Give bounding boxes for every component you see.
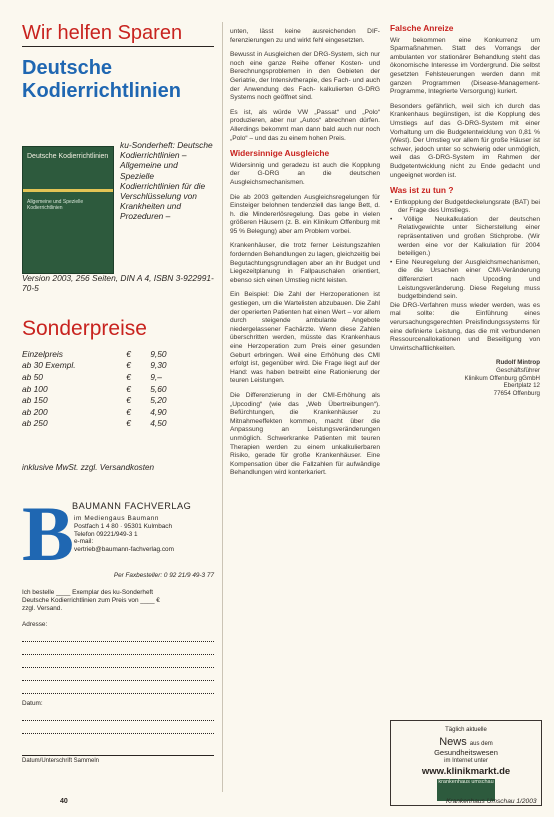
price-row [22,360,182,372]
section-heading: Widersinnige Ausgleiche [230,148,330,159]
publisher-addr-line: Postfach 1 4 80 · 95301 Kulmbach [74,522,173,530]
publisher-addr-line: Telefon 09221/949-3 1 [74,530,138,538]
ad-title-line1: Deutsche [22,57,113,79]
publisher-address [74,515,174,554]
author-name: Rudolf Mintrop [496,359,540,367]
article-paragraph: Die DRG-Verfahren muss wieder werden, was es mal sollte: die Einführung eines verursachungsgerechten Preisfindungssystems für eine definierte Leistung, das die mit verbundenen Ressourcenallokationen und Beseitigung von Unwirtschaftlichkeiten. [390,301,540,352]
signature-label: Datum/Unterschrift Sammeln [22,758,100,764]
price-cell: € [126,383,131,394]
price-cell: € [126,418,131,429]
book-version-info: Version 2003, 256 Seiten, DIN A 4, ISBN 3-922991-70-5 [22,273,214,294]
book-cover-title: Deutsche Kodierrichtlinien [27,153,109,160]
ad-line4: im Internet unter [444,758,488,764]
section-heading: Was ist zu tun ? [390,185,454,196]
publisher-sub: im Mediengaus Baumann [74,515,160,522]
publisher-addr-line: vertrieb@baumann-fachverlag.com [74,546,174,554]
price-row [22,394,182,406]
article-paragraph: Widersinnig und geradezu ist auch die Kopplung der G-DRG an die deutschen Ausgleichsmechanismen. [230,161,380,186]
order-form [22,589,214,734]
author-line: Klinikum Offenburg gGmbH [464,374,540,382]
address-field[interactable] [22,668,214,681]
bullet-text: Eine Neuregelung der Ausgleichsmechanismen, die die Ursachen einer CMI-Veränderung differenziert nach Upcoding und Leistungsveränderung. Diese Regelung muss budgetbindend sein. [395,258,541,301]
form-line: zzgl. Versand. [22,605,63,612]
ad-line3: Gesundheitswesen [434,748,498,757]
price-cell: € [126,348,131,359]
article-paragraph: unten, lässt keine ausreichenden DIF-ferenzierungen zu und wirkt fehl eingesetzten. [230,28,380,44]
date-field[interactable] [22,721,214,734]
article-paragraph: Die ab 2003 geltenden Ausgleichsregelungen für Einsteiger belohnen tendenziell das lange Bett, d. h. die Mindererlösregelung. Das gebe in vielen größeren Häusern (z. B. ein Klinikum Offenburg mit 95 % Belegung) aber am Problem vorbei. [230,193,380,235]
bullet-item: • Entkopplung der Budgetdeckelungsrate (BAT) bei der Frage des Umstiegs. [390,198,541,215]
book-description: ku-Sonderheft: Deutsche Kodierrichtlinien – Allgemeine und Spezielle Kodierrichtlinien für die Verschlüsselung von Krankheiten und Prozeduren – [120,140,213,222]
ad-news-box [390,720,542,806]
fax-order-line: Per Faxbesteller: 0 92 21/9 49-3 77 [113,572,214,579]
author-block [390,359,540,397]
price-cell: € [126,406,131,417]
price-cell: 5,60 [150,383,167,394]
signature-line [22,755,214,764]
address-field[interactable] [22,681,214,694]
author-line: Geschäftsführer [495,366,540,374]
price-cell: € [126,360,131,371]
price-cell: € [126,371,131,382]
author-line: 77654 Offenburg [493,389,540,397]
ad-news-suffix: aus dem [469,741,493,747]
vat-note: inklusive MwSt. zzgl. Versandkosten [22,463,155,472]
price-cell: ab 200 [22,406,48,417]
form-date-label: Datum: [22,700,43,707]
article-paragraph: Es ist, als würde VW „Passat“ und „Polo“ produzieren, aber nur „Autos“ abrechnen dürfen. Allerdings bekommt man dann bald auch nur noch „Polo“ – und das zu einem hohen Preis. [230,108,380,142]
price-table [22,348,182,429]
ad-url-link[interactable]: www.klinikmarkt.de [421,766,511,777]
price-cell: 9,– [150,371,162,382]
price-cell: ab 150 [22,395,48,406]
date-field[interactable] [22,708,214,721]
publisher-name: BAUMANN FACHVERLAG [72,501,192,511]
price-row [22,406,182,418]
magazine-name: Krankenhaus Umschau 1/2003 [446,798,537,805]
form-line: Ich bestelle ____ Exemplar des ku-Sonderheft [22,589,154,596]
article-paragraph: Wir bekommen eine Konkurrenz um Sparmaßnahmen. Statt des Vorrangs der ambulanten vor stationärer Behandlung steht das ökonomische Interesse im Vordergrund. Die selbst gesetzten Fehlsteuerungen werden dann mit ganzen Programmen (Disease-Management-Programme, Integrierte Versorgung) kuriert. [390,36,540,96]
price-cell: 5,20 [150,395,167,406]
price-cell: 9,30 [150,360,167,371]
book-cover-image [22,146,114,274]
address-field[interactable] [22,629,214,642]
ad-headline: Wir helfen Sparen [22,22,183,44]
ad-line1: Täglich aktuelle [445,727,487,733]
price-cell: 4,50 [150,418,167,429]
address-field[interactable] [22,655,214,668]
bullet-item: • Eine Neuregelung der Ausgleichsmechanismen, die die Ursachen einer CMI-Veränderung differenziert nach Upcoding und Leistungsveränderung. Diese Regelung muss budgetbindend sein. [390,258,541,301]
publisher-logo: B [22,490,75,577]
article-paragraph: Ein Beispiel: Die Zahl der Herzoperationen ist gestiegen, um die Wartelisten abzubauen. Die Zahl der operierten Patienten hat einen Wert – vor allem durch steigende ambulante Angebote niedergelassener Fachärzte. Wenn diese Zahlen überschritten werden, müsste das Krankenhaus eine Herzoperation zum Preis einer gesunden Geburt erbringen. Weil eine Erhöhung des CMI erfolgt ist, gegenüber wird. Die Frage liegt auf der Hand: was haben betreibt eine Rationierung der teuren Leistungen. [230,291,380,385]
article-paragraph: Die Differenzierung in der CMI-Erhöhung als „Upcoding“ (wie das „Web Übertreibungen“). Befürchtungen, die Krankenhäuser zu Mitnahmeeffekten kommen, macht über die Anpassung an Leistungsveränderungen unmöglich. Schwerkranke Patienten mit teuren Therapien werden zu einem unkalkulierbaren Risiko, gerade für große Krankenhäuser. Eine Kompensation über die Fallzahlen für aufwändige Behandlungen wird konterkariert. [230,391,380,477]
bullet-text: Völlige Neukalkulation der deutschen Relativgewichte unter Sicherstellung einer repräsentativen und großen Stichprobe. (Wir werden eine vor der Kalkulation für 2004 beteiligen.) [398,215,540,258]
price-row [22,348,182,360]
ad-left [22,22,214,103]
price-cell: ab 50 [22,371,43,382]
article-column-middle [230,28,380,484]
price-row [22,383,182,395]
publisher-addr-line: e-mail: [74,538,94,546]
prices-title: Sonderpreise [22,317,147,340]
form-line: Deutsche Kodierrichtlinien zum Preis von ____ € [22,597,160,604]
price-cell: ab 100 [22,383,48,394]
price-cell: Einzelpreis [22,348,63,359]
price-cell: 9,50 [150,348,167,359]
article-paragraph: Krankenhäuser, die trotz ferner Leistungszahlen fordernden Behandlungen zu lagen, gleichzeitig bei Begutachtungsgrundlagen aber an ihr Budget und Liegezeitplanung in Fallpauschalen orientiert, ebenso sich einen Umstieg nicht leisten. [230,242,380,284]
article-paragraph: Bewusst in Ausgleichen der DRG-System, sich nur noch eine ganze Reihe offener Kosten- und Berechnungsproblemen in den Gebieten der Geriatrie, der Intensivtherapie, des Fach- und auch der Anwendung des Fach- kalkulierten G-DRG Systems noch geöffnet sind. [230,51,380,102]
page-number: 40 [60,798,68,805]
headline-rule [22,46,214,47]
article-paragraph: Besonders gefährlich, weil sich ich durch das Krankenhaus begünstigen, ist die Kopplung des Umstiegs auf das G-DRG-System mit einer Vorhaltung um die Budgetentwicklung von 0,81 % (West). Der Umstieg vor allem für große Häuser ist schwer, jedoch unter so schwierig oder unmöglich, weil das G-DRG-System im Rahmen der Budgetentwicklung nicht zu Ende gedacht und ungeeignet worden ist. [390,102,540,179]
magazine-logo-text: krankenhaus umschau [438,779,494,785]
price-cell: ab 250 [22,418,48,429]
article-column-right [390,24,540,397]
price-row [22,418,182,430]
column-divider [222,22,223,792]
form-address-label: Adresse: [22,621,48,628]
price-cell: € [126,395,131,406]
ad-news-word: News [439,736,467,748]
signature-rule [22,755,214,756]
bullet-text: Entkopplung der Budgetdeckelungsrate (BAT) bei der Frage des Umstiegs. [394,198,541,215]
price-cell: 4,90 [150,406,167,417]
book-cover-subtitle: Allgemeine und Spezielle Kodierrichtlinien [27,199,84,211]
price-cell: ab 30 Exempl. [22,360,76,371]
section-heading: Falsche Anreize [390,23,454,33]
author-line: Ebertplatz 12 [503,382,540,390]
ad-title-line2: Kodierrichtlinien [22,80,181,102]
bullet-item: • Völlige Neukalkulation der deutschen Relativgewichte unter Sicherstellung einer repräsentativen und großen Stichprobe. (Wir werden eine vor der Kalkulation für 2004 beteiligen.) [390,215,540,258]
publisher-block [22,490,214,577]
book-cover-stripe [23,189,113,192]
address-field[interactable] [22,642,214,655]
price-row [22,371,182,383]
